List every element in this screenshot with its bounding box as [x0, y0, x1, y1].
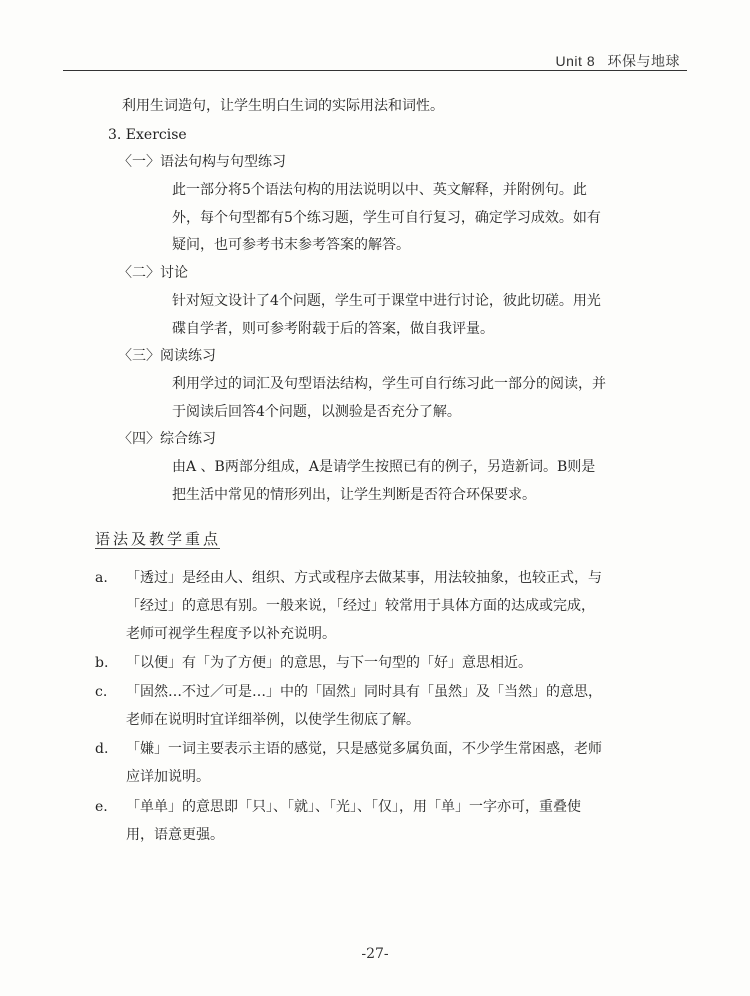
exercise-part-3-line-2: 于阅读后回答4个问题，以测验是否充分了解。	[172, 404, 461, 420]
exercise-part-3-line-1: 利用学过的词汇及句型语法结构，学生可自行练习此一部分的阅读，并	[172, 376, 606, 392]
grammar-item-e-line-2: 用，语意更强。	[126, 827, 224, 843]
exercise-part-4-line-2: 把生活中常见的情形列出，让学生判断是否符合环保要求。	[172, 487, 536, 503]
grammar-item-d-marker: d.	[95, 741, 109, 757]
exercise-part-1-label: 〈一〉语法句构与句型练习	[118, 154, 286, 170]
page-header	[0, 0, 750, 72]
header-unit: Unit 8	[555, 53, 596, 69]
exercise-part-4-line-1: 由A 、B两部分组成，A是请学生按照已有的例子，另造新词。B则是	[172, 459, 596, 475]
exercise-part-2-line-1: 针对短文设计了4个问题，学生可于课堂中进行讨论，彼此切磋。用光	[172, 293, 601, 309]
header-rule	[63, 70, 687, 71]
intro-line: 利用生词造句，让学生明白生词的实际用法和词性。	[122, 98, 444, 114]
grammar-item-c-line-2: 老师在说明时宜详细举例，以使学生彻底了解。	[126, 712, 420, 728]
grammar-item-a-line-1: 「透过」是经由人、组织、方式或程序去做某事，用法较抽象，也较正式，与	[126, 570, 602, 586]
exercise-part-3-label: 〈三〉阅读练习	[118, 348, 216, 364]
grammar-item-b-line-1: 「以便」有「为了方便」的意思，与下一句型的「好」意思相近。	[126, 655, 532, 671]
exercise-part-1-line-2: 外，每个句型都有5个练习题，学生可自行复习，确定学习成效。如有	[172, 210, 601, 226]
grammar-item-d-line-1: 「嫌」一词主要表示主语的感觉，只是感觉多属负面，不少学生常困惑，老师	[126, 741, 602, 757]
grammar-item-e-line-1: 「单单」的意思即「只」、「就」、「光」、「仅」，用「单」一字亦可，重叠使	[126, 799, 581, 815]
header-title: 环保与地球	[607, 53, 680, 69]
exercise-part-2-label: 〈二〉讨论	[118, 265, 188, 281]
grammar-item-a-marker: a.	[95, 570, 108, 586]
grammar-item-a-line-3: 老师可视学生程度予以补充说明。	[126, 626, 336, 642]
grammar-item-c-marker: c.	[95, 684, 108, 700]
exercise-part-4-label: 〈四〉综合练习	[118, 431, 216, 447]
grammar-item-a-line-2: 「经过」的意思有别。一般来说，「经过」较常用于具体方面的达成或完成，	[126, 598, 595, 614]
page-number: -27-	[361, 946, 389, 962]
exercise-part-1-line-1: 此一部分将5个语法句构的用法说明以中、英文解释，并附例句。此	[172, 182, 587, 198]
running-header	[556, 51, 680, 71]
exercise-part-1-line-3: 疑问，也可参考书末参考答案的解答。	[172, 237, 410, 253]
section-title-underline	[95, 548, 220, 549]
grammar-item-c-line-1: 「固然…不过／可是…」中的「固然」同时具有「虽然」及「当然」的意思，	[126, 684, 602, 700]
grammar-item-e-marker: e.	[95, 799, 108, 815]
grammar-item-b-marker: b.	[95, 655, 109, 671]
grammar-item-d-line-2: 应详加说明。	[126, 769, 210, 785]
exercise-part-2-line-2: 碟自学者，则可参考附载于后的答案，做自我评量。	[172, 321, 494, 337]
exercise-heading: 3. Exercise	[108, 127, 187, 143]
grammar-section-title: 语法及教学重点	[95, 530, 222, 548]
